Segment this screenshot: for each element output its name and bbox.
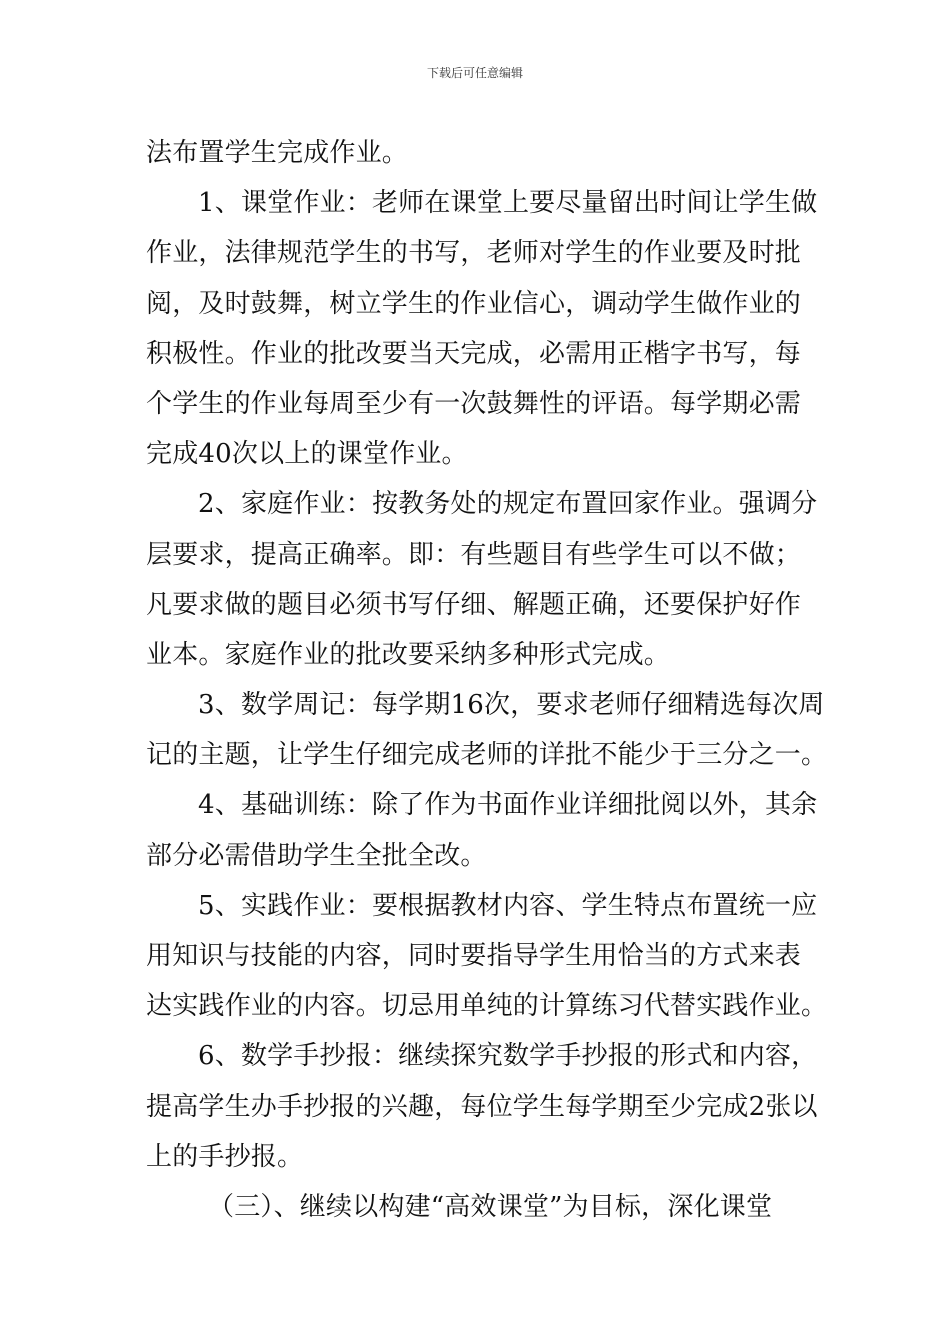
text-line: 2、家庭作业：按教务处的规定布置回家作业。强调分 (198, 489, 818, 520)
text-line: 业本。家庭作业的批改要采纳多种形式完成。 (146, 639, 671, 670)
text-line: 用知识与技能的内容，同时要指导学生用恰当的方式来表 (146, 941, 802, 971)
text-line: 5、实践作业：要根据教材内容、学生特点布置统一应 (198, 890, 818, 921)
text-line: 达实践作业的内容。切忌用单纯的计算练习代替实践作业。 (146, 991, 828, 1022)
text-line: 1、课堂作业：老师在课堂上要尽量留出时间让学生做 (198, 188, 818, 219)
text-line: 提高学生办手抄报的兴趣，每位学生每学期至少完成2张以 (146, 1091, 818, 1122)
text-line: 层要求，提高正确率。即：有些题目有些学生可以不做； (146, 539, 802, 570)
section-heading-line: （三）、继续以构建“高效课堂”为目标，深化课堂 (208, 1191, 773, 1222)
text-line: 凡要求做的题目必须书写仔细、解题正确，还要保护好作 (146, 589, 802, 620)
text-line: 上的手抄报。 (146, 1141, 304, 1172)
text-line: 个学生的作业每周至少有一次鼓舞性的评语。每学期必需 (146, 388, 802, 419)
text-line: 4、基础训练：除了作为书面作业详细批阅以外，其余 (198, 790, 818, 821)
text-line: 积极性。作业的批改要当天完成，必需用正楷字书写，每 (146, 338, 802, 369)
text-line: 6、数学手抄报：继续探究数学手抄报的形式和内容， (198, 1041, 818, 1072)
document-body (146, 128, 828, 1232)
text-line: 记的主题，让学生仔细完成老师的详批不能少于三分之一。 (146, 740, 828, 771)
text-line: 法布置学生完成作业。 (146, 138, 409, 168)
text-line: 阅，及时鼓舞，树立学生的作业信心，调动学生做作业的 (146, 288, 802, 319)
text-line: 部分必需借助学生全批全改。 (146, 840, 487, 871)
text-line: 完成40次以上的课堂作业。 (146, 439, 468, 470)
text-line: 作业，法律规范学生的书写，老师对学生的作业要及时批 (146, 238, 802, 269)
page-header: 下载后可任意编辑 (426, 66, 523, 80)
text-line: 3、数学周记：每学期16次，要求老师仔细精选每次周 (198, 690, 825, 721)
